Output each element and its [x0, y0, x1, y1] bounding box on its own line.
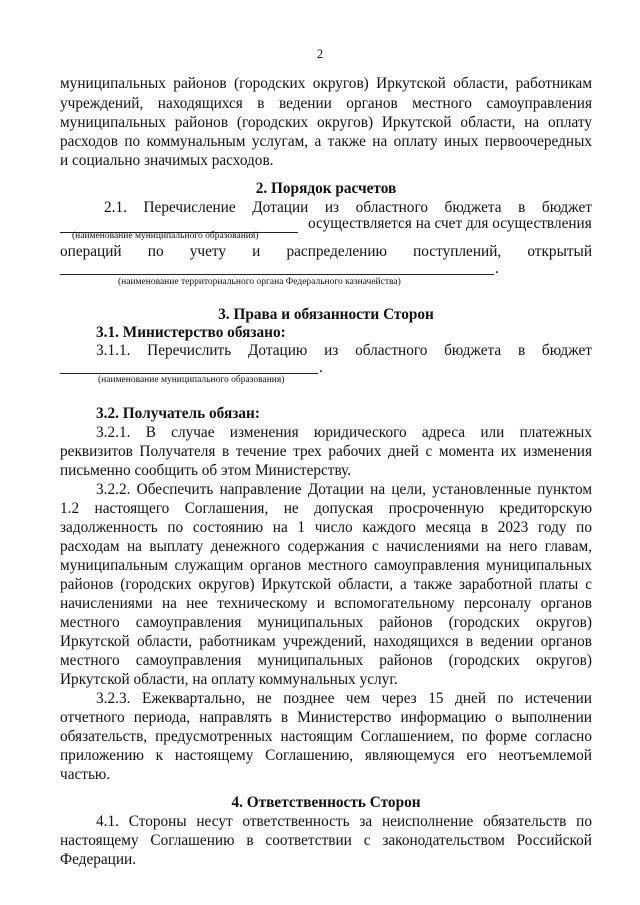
p323-line-5: частью. [60, 766, 111, 783]
section-4-heading: 4. Ответственность Сторон [231, 794, 421, 811]
s2-line-4-end: . [495, 260, 499, 277]
p322-line-5: муниципальным служащим органов местного самоуправления муниципальных [60, 557, 592, 574]
s3-2-heading: 3.2. Получатель обязан: [96, 405, 260, 422]
p322-line-9: Иркутской области, работникам учреждений, находящихся в ведении органов [60, 633, 592, 650]
s3-1-1-end: . [319, 359, 323, 376]
caption-municipality: (наименование муниципального образования) [72, 231, 259, 241]
p322-line-1: 3.2.2. Обеспечить направление Дотации на цели, установленные пунктом [96, 481, 592, 498]
s2-line-1: 2.1. Перечисление Дотации из областного бюджета в бюджет [104, 199, 592, 216]
caption-municipality-2: (наименование муниципального образования) [98, 375, 285, 385]
blank-line-municipality-2 [60, 373, 318, 374]
p322-line-6: районов (городских округов) Иркутской области, а также заработной платы с [60, 576, 592, 593]
intro-line-4: расходов по коммунальным услугам, а также на оплату иных первоочередных [60, 133, 592, 150]
s2-line-3: операций по учету и распределению поступлений, открытый [60, 243, 592, 260]
p323-line-2: отчетного периода, направлять в Министерство информацию о выполнении [60, 709, 592, 726]
p322-line-8: местного самоуправления муниципальных районов (городских округов) [60, 614, 592, 631]
section-2-heading: 2. Порядок расчетов [255, 180, 397, 197]
intro-line-2: учреждений, находящихся в ведении органов местного самоуправления [60, 95, 592, 112]
page-number: 2 [316, 47, 324, 61]
intro-line-5: и социально значимых расходов. [60, 152, 274, 169]
section-3-heading: 3. Права и обязанности Сторон [218, 306, 434, 323]
p321-line-2: реквизитов Получателя в течение трех рабочих дней с момента их изменения [60, 443, 592, 460]
p322-line-4: расходам на выплату денежного содержания с начислениями на него главам, [60, 538, 592, 555]
s2-line-2: осуществляется на счет для осуществления [308, 215, 592, 232]
p41-line-1: 4.1. Стороны несут ответственность за неисполнение обязательств по [96, 813, 592, 830]
p41-line-2: настоящему Соглашению в соответствии с законодательством Российской [60, 832, 592, 849]
p323-line-3: обязательств, предусмотренных настоящим Соглашением, по форме согласно [60, 728, 592, 745]
s3-1-1-line: 3.1.1. Перечислить Дотацию из областного бюджета в бюджет [96, 342, 592, 359]
intro-line-3: муниципальных районов (городских округов) Иркутской области, на оплату [60, 114, 592, 131]
intro-line-1: муниципальных районов (городских округов) Иркутской области, работникам [60, 75, 592, 92]
s3-1-heading: 3.1. Министерство обязано: [96, 324, 286, 341]
p323-line-4: приложению к настоящему Соглашению, являющемуся его неотъемлемой [60, 747, 592, 764]
p41-line-3: Федерации. [60, 851, 137, 868]
p322-line-11: Иркутской области, на оплату коммунальных услуг. [60, 671, 398, 688]
blank-line-treasury [60, 274, 494, 275]
p322-line-2: 1.2 настоящего Соглашения, не допуская просроченную кредиторскую [60, 500, 592, 517]
p322-line-3: задолженность по состоянию на 1 число каждого месяца в 2023 году по [60, 519, 592, 536]
p322-line-7: начислениями на нее техническому и вспомогательному персоналу органов [60, 595, 592, 612]
p323-line-1: 3.2.3. Ежеквартально, не позднее чем через 15 дней по истечении [96, 690, 592, 707]
p321-line-3: письменно сообщить об этом Министерству. [60, 462, 352, 479]
p322-line-10: местного самоуправления муниципальных районов (городских округов) [60, 652, 592, 669]
p321-line-1: 3.2.1. В случае изменения юридического адреса или платежных [96, 424, 592, 441]
caption-treasury: (наименование территориального органа Федерального казначейства) [118, 277, 401, 287]
